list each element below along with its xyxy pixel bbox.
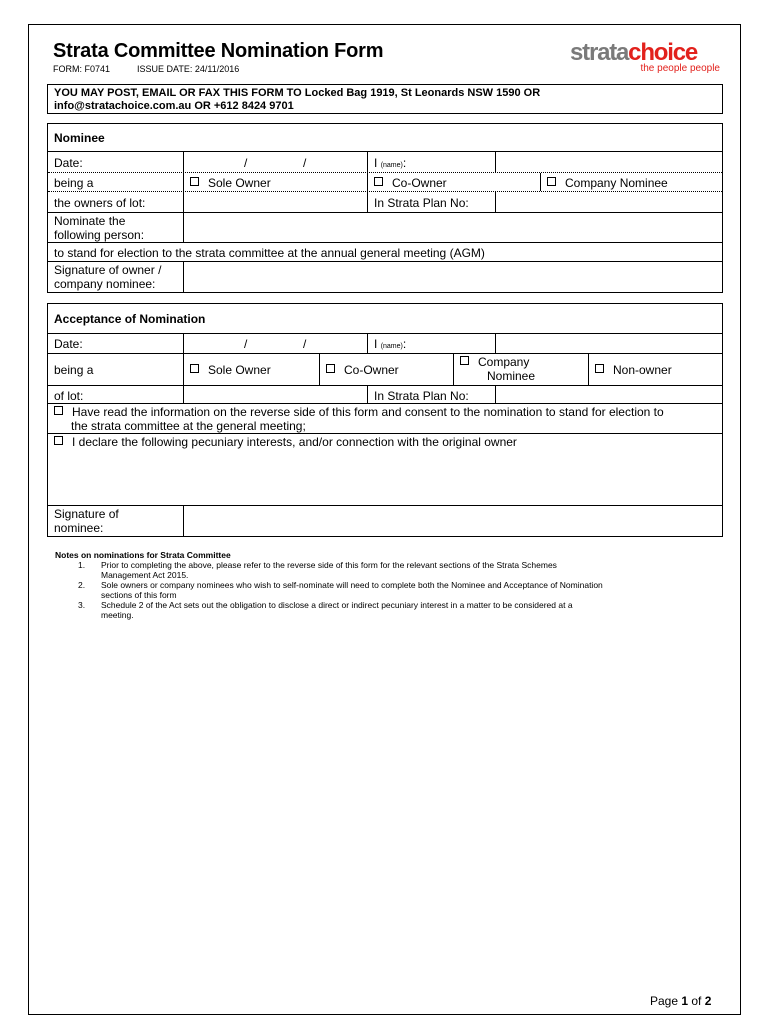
consent-row — [48, 404, 722, 434]
company-nominee-option[interactable]: Company Nominee — [540, 173, 722, 191]
declare-option[interactable]: I declare the following pecuniary interests, and/or connection with the original owner — [48, 434, 722, 505]
lot-number-field[interactable] — [183, 386, 367, 403]
issue-date: ISSUE DATE: 24/11/2016 — [137, 64, 240, 74]
consent-option[interactable]: Have read the information on the reverse side of this form and consent to the nomination to stand for election to the strata committee at the general meeting; — [48, 404, 722, 433]
election-text: to stand for election to the strata committee at the annual general meeting (AGM) — [54, 246, 485, 260]
acceptance-being-row — [48, 354, 722, 386]
strata-plan-label: In Strata Plan No: — [367, 386, 495, 403]
page-number: Page 1 of 2 — [650, 994, 712, 1008]
strata-plan-field[interactable] — [495, 386, 722, 403]
nominated-person-field[interactable] — [183, 213, 722, 242]
note-item: 2. Sole owners or company nominees who wish to self-nominate will need to complete both the Nominee and Acceptance of Nomination sections of this form — [78, 580, 603, 600]
nominee-date-row — [48, 152, 722, 173]
checkbox-icon[interactable] — [547, 177, 556, 186]
election-row — [48, 243, 722, 262]
nominee-being-row — [48, 173, 722, 192]
date-field[interactable]: / / — [183, 152, 367, 172]
nominee-signature-field[interactable] — [183, 262, 722, 292]
signature-label: Signature of owner / company nominee: — [54, 263, 162, 291]
acceptance-signature-row — [48, 506, 722, 536]
name-label: I (name): — [367, 334, 495, 353]
note-item: 3. Schedule 2 of the Act sets out the obligation to disclose a direct or indirect pecuniary interest in a matter to be considered at a meeting. — [78, 600, 573, 620]
strata-plan-label: In Strata Plan No: — [367, 192, 495, 212]
declare-row — [48, 434, 722, 506]
submission-notice — [47, 84, 723, 114]
nominate-label: Nominate the following person: — [54, 214, 145, 242]
notice-line-2: info@stratachoice.com.au OR +612 8424 9701 — [54, 100, 294, 112]
nominee-signature-row — [48, 262, 722, 292]
date-label: Date: — [54, 337, 83, 351]
stratachoice-logo: stratachoice the people people — [570, 39, 720, 74]
sole-owner-option[interactable]: Sole Owner — [183, 173, 367, 191]
name-label: I (name): — [367, 152, 495, 172]
checkbox-icon[interactable] — [460, 356, 469, 365]
acceptance-heading: Acceptance of Nomination — [48, 304, 722, 334]
company-nominee-option[interactable]: Company Nominee — [453, 354, 588, 385]
note-item: 1. Prior to completing the above, please refer to the reverse side of this form for the relevant sections of the Strata Schemes Management Act 2015. — [78, 560, 557, 580]
checkbox-icon[interactable] — [595, 364, 604, 373]
acceptance-date-row — [48, 334, 722, 354]
checkbox-icon[interactable] — [374, 177, 383, 186]
co-owner-option[interactable]: Co-Owner — [367, 173, 540, 191]
acceptance-section — [47, 303, 723, 537]
notice-line-1: YOU MAY POST, EMAIL OR FAX THIS FORM TO Locked Bag 1919, St Leonards NSW 1590 OR — [54, 87, 541, 99]
date-label: Date: — [54, 156, 83, 170]
checkbox-icon[interactable] — [190, 364, 199, 373]
nominate-row — [48, 213, 722, 243]
signature-label: Signature of nominee: — [54, 507, 119, 535]
owners-of-lot-label: the owners of lot: — [54, 196, 146, 210]
being-a-label: being a — [54, 363, 94, 377]
sole-owner-option[interactable]: Sole Owner — [183, 354, 319, 385]
acceptance-lot-row — [48, 386, 722, 404]
co-owner-option[interactable]: Co-Owner — [319, 354, 453, 385]
lot-number-field[interactable] — [183, 192, 367, 212]
checkbox-icon[interactable] — [54, 406, 63, 415]
checkbox-icon[interactable] — [326, 364, 335, 373]
form-number: FORM: F0741 — [53, 64, 111, 74]
being-a-label: being a — [54, 176, 94, 190]
checkbox-icon[interactable] — [190, 177, 199, 186]
nominee-heading: Nominee — [48, 124, 722, 152]
form-title: Strata Committee Nomination Form — [53, 40, 384, 62]
acceptance-signature-field[interactable] — [183, 506, 722, 536]
non-owner-option[interactable]: Non-owner — [588, 354, 722, 385]
notes-heading: Notes on nominations for Strata Committee — [55, 550, 231, 560]
checkbox-icon[interactable] — [54, 436, 63, 445]
nominee-section — [47, 123, 723, 293]
date-field[interactable]: / / — [183, 334, 367, 353]
strata-plan-field[interactable] — [495, 192, 722, 212]
of-lot-label: of lot: — [54, 389, 84, 403]
nominee-name-field[interactable] — [495, 152, 722, 172]
notes-block — [55, 550, 715, 620]
nominee-lot-row — [48, 192, 722, 213]
acceptor-name-field[interactable] — [495, 334, 722, 353]
